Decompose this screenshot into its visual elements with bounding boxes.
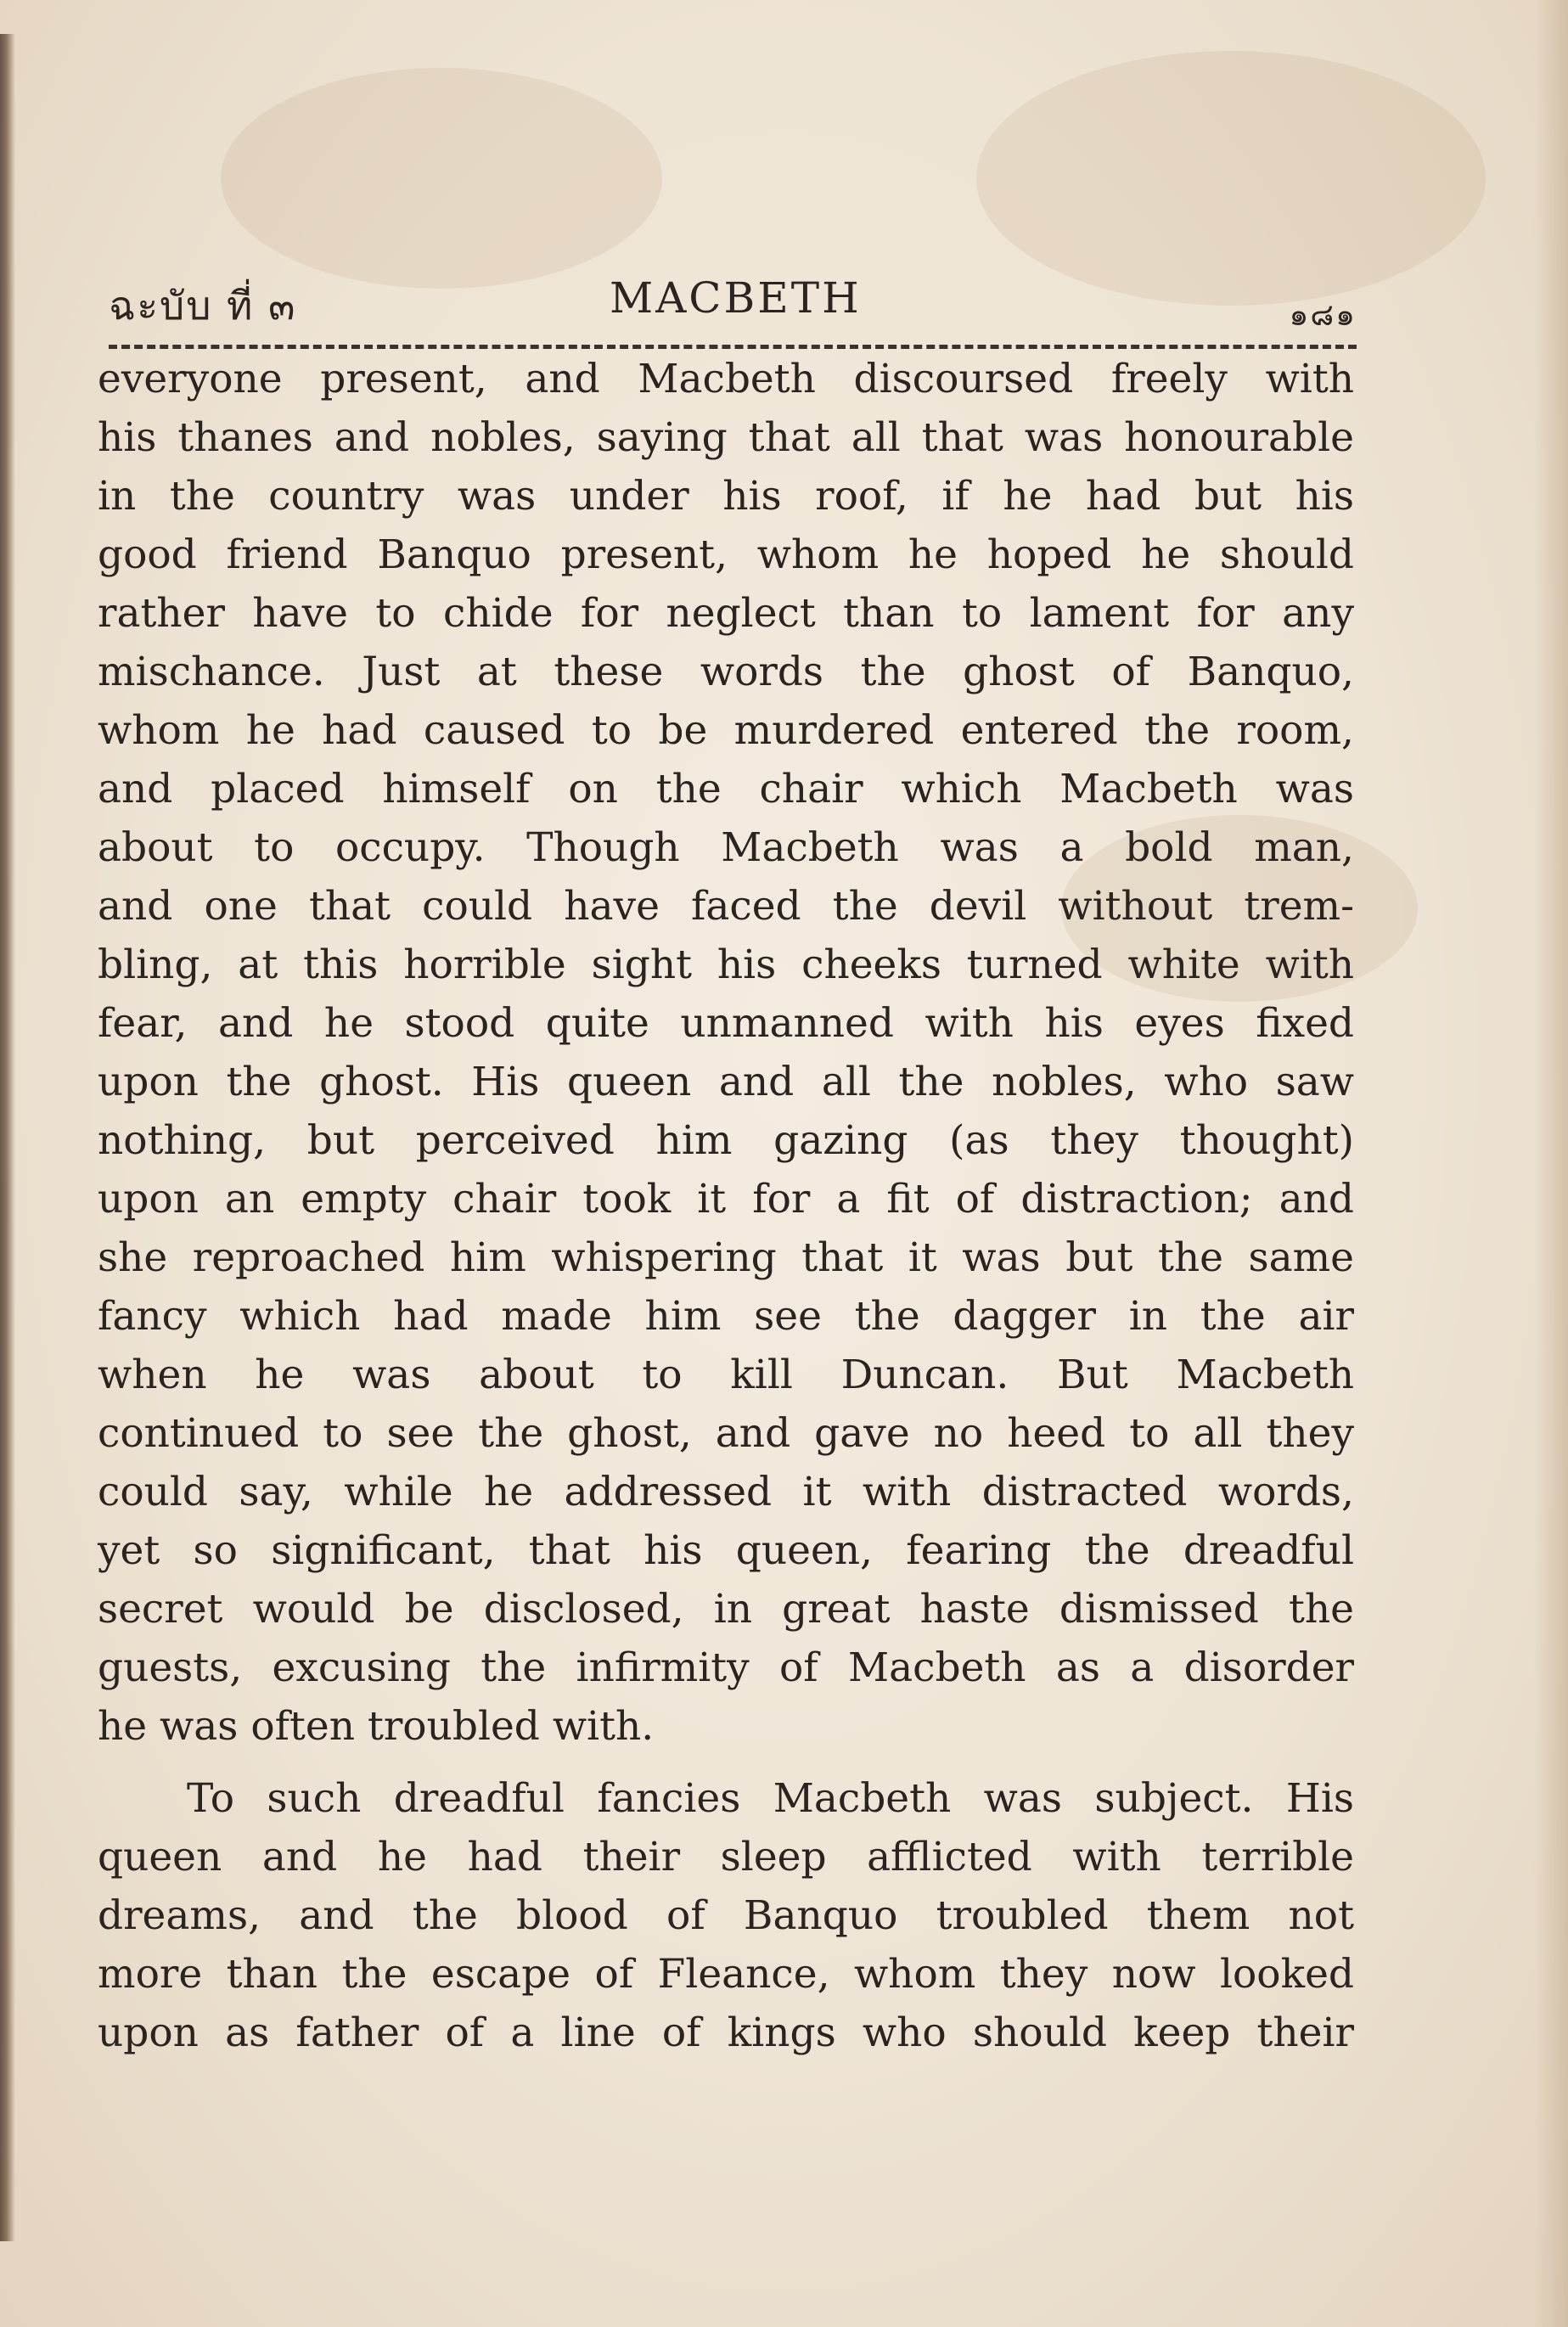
text-line: more than the escape of Fleance, whom they now looked [98, 1951, 1354, 1998]
text-line: To such dreadful fancies Macbeth was subject. His [187, 1775, 1354, 1822]
text-line: when he was about to kill Duncan. But Macbeth [98, 1352, 1354, 1398]
text-line: everyone present, and Macbeth discoursed freely with [98, 356, 1354, 402]
text-line: rather have to chide for neglect than to lament for any [98, 590, 1354, 637]
text-line: his thanes and nobles, saying that all that was honourable [98, 414, 1354, 461]
text-line: fancy which had made him see the dagger in the air [98, 1293, 1354, 1340]
page-outer-edge [1534, 0, 1568, 2327]
body-text [98, 350, 1354, 2062]
text-line: upon an empty chair took it for a fit of distraction; and [98, 1176, 1354, 1223]
text-line: secret would be disclosed, in great haste dismissed the [98, 1586, 1354, 1633]
text-line: and placed himself on the chair which Macbeth was [98, 766, 1354, 812]
text-line: continued to see the ghost, and gave no heed to all they [98, 1410, 1354, 1457]
page-binding-edge [0, 34, 15, 2241]
text-line: fear, and he stood quite unmanned with his eyes fixed [98, 1000, 1354, 1047]
paragraph-gap [98, 1756, 1354, 1769]
text-line: and one that could have faced the devil without trem- [98, 883, 1354, 930]
paper-stain [221, 68, 662, 289]
text-line: upon as father of a line of kings who should keep their [98, 2009, 1354, 2056]
chapter-label: ฉะบับ ที่ ๓ [109, 283, 297, 329]
text-line: about to occupy. Though Macbeth was a bold man, [98, 824, 1354, 871]
text-line: in the country was under his roof, if he had but his [98, 473, 1354, 520]
text-line: bling, at this horrible sight his cheeks turned white with [98, 941, 1354, 988]
text-line: dreams, and the blood of Banquo troubled them not [98, 1892, 1354, 1939]
running-head [109, 265, 1357, 333]
text-line: queen and he had their sleep afflicted with terrible [98, 1834, 1354, 1880]
book-title: MACBETH [610, 273, 862, 323]
text-line: yet so significant, that his queen, fearing the dreadful [98, 1527, 1354, 1574]
text-line: he was often troubled with. [98, 1703, 655, 1750]
page-number: ๑๘๑ [1289, 298, 1357, 333]
text-line: upon the ghost. His queen and all the nobles, who saw [98, 1059, 1354, 1105]
header-rule [109, 345, 1357, 349]
text-line: guests, excusing the infirmity of Macbeth as a disorder [98, 1644, 1354, 1691]
text-line: mischance. Just at these words the ghost of Banquo, [98, 649, 1354, 695]
text-line: good friend Banquo present, whom he hoped he should [98, 531, 1354, 578]
text-line: could say, while he addressed it with distracted words, [98, 1469, 1354, 1515]
text-line: whom he had caused to be murdered entered the room, [98, 707, 1354, 754]
text-line: nothing, but perceived him gazing (as they thought) [98, 1117, 1354, 1164]
text-line: she reproached him whispering that it was but the same [98, 1234, 1354, 1281]
